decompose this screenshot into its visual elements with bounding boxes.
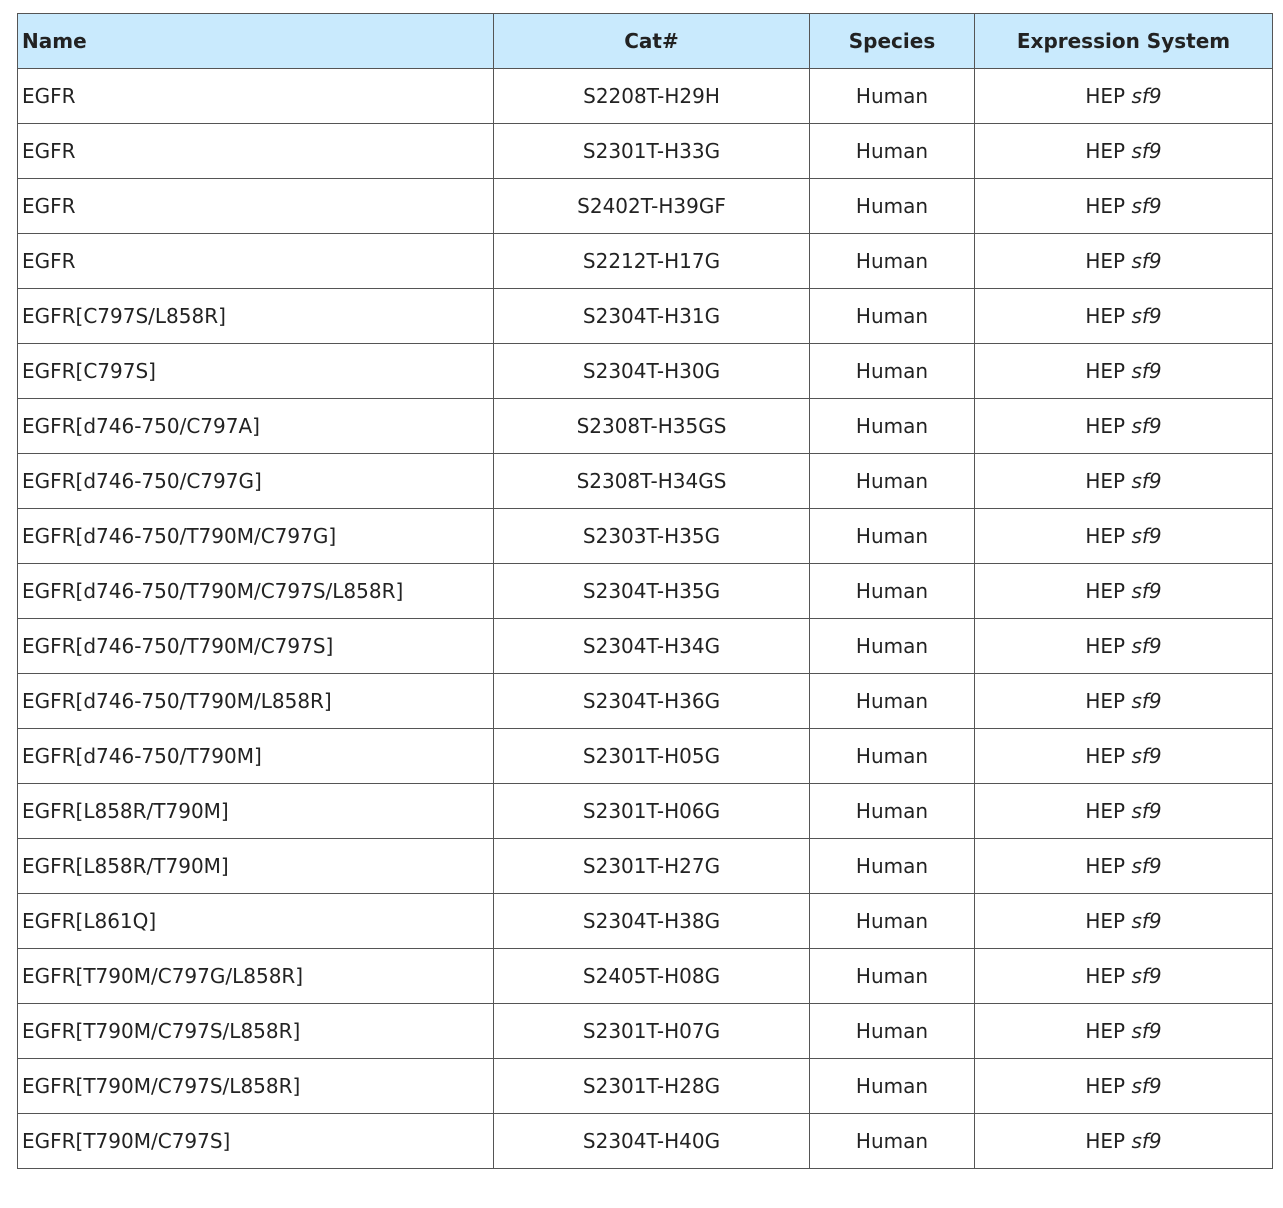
cell-cat: S2301T-H07G [494,1004,810,1059]
cell-name: EGFR[d746-750/T790M/C797S/L858R] [18,564,494,619]
expression-system-cell-line: sf9 [1131,1129,1162,1153]
cell-cat: S2304T-H38G [494,894,810,949]
cell-species: Human [810,839,975,894]
cell-name: EGFR[d746-750/T790M] [18,729,494,784]
header-species: Species [810,14,975,69]
header-name: Name [18,14,494,69]
expression-system-cell-line: sf9 [1131,579,1162,603]
cell-name: EGFR[L858R/T790M] [18,839,494,894]
expression-system-cell-line: sf9 [1131,194,1162,218]
cell-cat: S2304T-H31G [494,289,810,344]
expression-system-cell-line: sf9 [1131,1074,1162,1098]
cell-name: EGFR [18,69,494,124]
table-header [18,14,1273,69]
header-expression-system: Expression System [975,14,1273,69]
cell-species: Human [810,1004,975,1059]
expression-system-host: HEP [1085,194,1126,218]
expression-system-cell-line: sf9 [1131,359,1162,383]
table-row [18,124,1273,179]
cell-name: EGFR [18,234,494,289]
cell-cat: S2208T-H29H [494,69,810,124]
expression-system-cell-line: sf9 [1131,854,1162,878]
cell-name: EGFR[C797S] [18,344,494,399]
cell-cat: S2308T-H35GS [494,399,810,454]
expression-system-host: HEP [1085,744,1126,768]
cell-cat: S2405T-H08G [494,949,810,1004]
cell-expression-system [975,729,1273,784]
table-row [18,1114,1273,1169]
expression-system-host: HEP [1085,524,1126,548]
table-body [18,69,1273,1169]
cell-species: Human [810,674,975,729]
cell-cat: S2304T-H30G [494,344,810,399]
cell-species: Human [810,454,975,509]
cell-name: EGFR [18,179,494,234]
cell-species: Human [810,509,975,564]
table-row [18,454,1273,509]
expression-system-host: HEP [1085,249,1126,273]
expression-system-host: HEP [1085,139,1126,163]
cell-cat: S2303T-H35G [494,509,810,564]
cell-expression-system [975,674,1273,729]
table-row [18,1004,1273,1059]
cell-expression-system [975,1114,1273,1169]
cell-expression-system [975,564,1273,619]
table-row [18,289,1273,344]
cell-name: EGFR[L861Q] [18,894,494,949]
table-container [17,13,1272,1169]
cell-name: EGFR[d746-750/C797A] [18,399,494,454]
cell-name: EGFR[d746-750/C797G] [18,454,494,509]
expression-system-host: HEP [1085,854,1126,878]
expression-system-host: HEP [1085,469,1126,493]
cell-species: Human [810,344,975,399]
cell-expression-system [975,1059,1273,1114]
product-table [17,13,1273,1169]
table-row [18,399,1273,454]
cell-cat: S2402T-H39GF [494,179,810,234]
cell-expression-system [975,619,1273,674]
table-row [18,564,1273,619]
table-row [18,729,1273,784]
cell-cat: S2304T-H40G [494,1114,810,1169]
cell-expression-system [975,894,1273,949]
cell-species: Human [810,399,975,454]
cell-species: Human [810,179,975,234]
table-row [18,69,1273,124]
cell-species: Human [810,729,975,784]
cell-cat: S2301T-H06G [494,784,810,839]
cell-cat: S2212T-H17G [494,234,810,289]
expression-system-cell-line: sf9 [1131,414,1162,438]
expression-system-host: HEP [1085,964,1126,988]
expression-system-cell-line: sf9 [1131,139,1162,163]
table-row [18,839,1273,894]
cell-expression-system [975,1004,1273,1059]
cell-expression-system [975,839,1273,894]
header-row [18,14,1273,69]
expression-system-cell-line: sf9 [1131,964,1162,988]
cell-name: EGFR[d746-750/T790M/L858R] [18,674,494,729]
cell-species: Human [810,289,975,344]
expression-system-host: HEP [1085,1019,1126,1043]
cell-cat: S2301T-H33G [494,124,810,179]
table-row [18,234,1273,289]
cell-cat: S2304T-H34G [494,619,810,674]
cell-expression-system [975,399,1273,454]
cell-expression-system [975,69,1273,124]
expression-system-cell-line: sf9 [1131,689,1162,713]
expression-system-host: HEP [1085,414,1126,438]
header-cat: Cat# [494,14,810,69]
cell-name: EGFR[d746-750/T790M/C797G] [18,509,494,564]
cell-expression-system [975,289,1273,344]
expression-system-cell-line: sf9 [1131,799,1162,823]
cell-species: Human [810,1114,975,1169]
cell-species: Human [810,619,975,674]
cell-species: Human [810,69,975,124]
expression-system-host: HEP [1085,689,1126,713]
table-row [18,894,1273,949]
cell-name: EGFR[L858R/T790M] [18,784,494,839]
expression-system-host: HEP [1085,909,1126,933]
table-row [18,949,1273,1004]
table-row [18,619,1273,674]
expression-system-host: HEP [1085,579,1126,603]
expression-system-host: HEP [1085,634,1126,658]
expression-system-host: HEP [1085,799,1126,823]
cell-cat: S2301T-H27G [494,839,810,894]
cell-species: Human [810,234,975,289]
table-row [18,784,1273,839]
expression-system-host: HEP [1085,304,1126,328]
cell-cat: S2301T-H28G [494,1059,810,1114]
cell-name: EGFR[T790M/C797S/L858R] [18,1004,494,1059]
cell-cat: S2308T-H34GS [494,454,810,509]
cell-name: EGFR[T790M/C797S/L858R] [18,1059,494,1114]
cell-species: Human [810,894,975,949]
cell-expression-system [975,509,1273,564]
cell-expression-system [975,949,1273,1004]
expression-system-host: HEP [1085,1129,1126,1153]
expression-system-host: HEP [1085,1074,1126,1098]
cell-cat: S2301T-H05G [494,729,810,784]
expression-system-cell-line: sf9 [1131,84,1162,108]
table-row [18,1059,1273,1114]
cell-expression-system [975,124,1273,179]
expression-system-cell-line: sf9 [1131,304,1162,328]
cell-cat: S2304T-H35G [494,564,810,619]
table-row [18,509,1273,564]
cell-name: EGFR [18,124,494,179]
cell-species: Human [810,124,975,179]
table-row [18,344,1273,399]
expression-system-cell-line: sf9 [1131,249,1162,273]
cell-name: EGFR[T790M/C797S] [18,1114,494,1169]
cell-name: EGFR[T790M/C797G/L858R] [18,949,494,1004]
cell-expression-system [975,344,1273,399]
expression-system-cell-line: sf9 [1131,744,1162,768]
cell-cat: S2304T-H36G [494,674,810,729]
expression-system-host: HEP [1085,359,1126,383]
table-row [18,179,1273,234]
table-row [18,674,1273,729]
cell-expression-system [975,784,1273,839]
cell-species: Human [810,949,975,1004]
cell-species: Human [810,564,975,619]
expression-system-cell-line: sf9 [1131,1019,1162,1043]
cell-species: Human [810,1059,975,1114]
cell-name: EGFR[C797S/L858R] [18,289,494,344]
cell-expression-system [975,234,1273,289]
expression-system-cell-line: sf9 [1131,524,1162,548]
cell-expression-system [975,179,1273,234]
expression-system-host: HEP [1085,84,1126,108]
expression-system-cell-line: sf9 [1131,634,1162,658]
cell-species: Human [810,784,975,839]
expression-system-cell-line: sf9 [1131,469,1162,493]
cell-expression-system [975,454,1273,509]
cell-name: EGFR[d746-750/T790M/C797S] [18,619,494,674]
expression-system-cell-line: sf9 [1131,909,1162,933]
